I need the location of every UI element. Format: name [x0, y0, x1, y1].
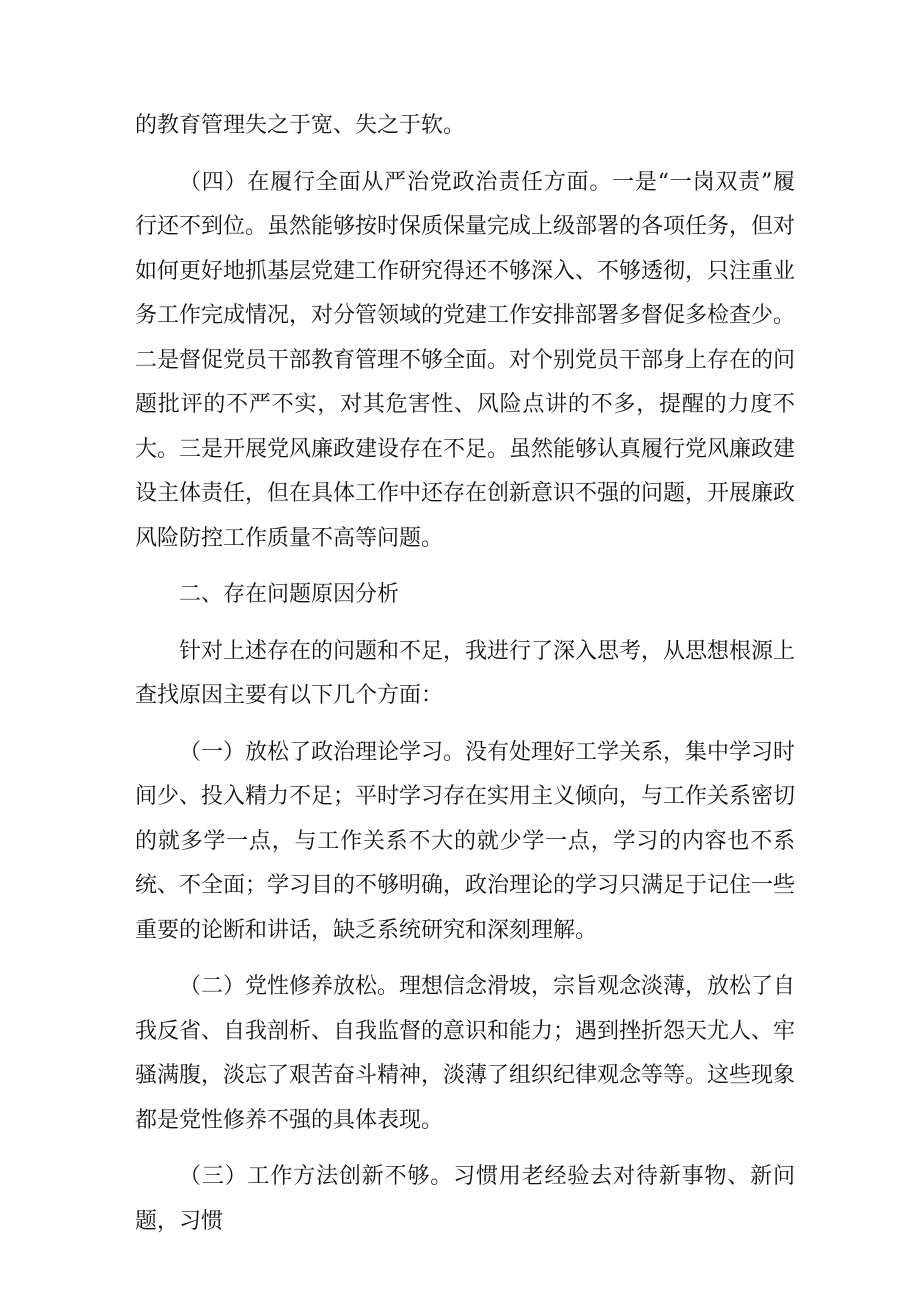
- paragraph-continuation: 的教育管理失之于宽、失之于软。: [135, 113, 466, 138]
- paragraph-cause-three: （三）工作方法创新不够。习惯用老经验去对待新事物、新问题，习惯: [135, 1164, 795, 1234]
- paragraph-cause-one: （一）放松了政治理论学习。没有处理好工学关系，集中学习时间少、投入精力不足；平时学习存在实用主义倾向，与工作关系密切的就多学一点，与工作关系不大的就少学一点，学习的内容也不系统、不全面；学习目的不够明确，政治理论的学习只满足于记住一些重要的论断和讲话，缺乏系统研究和深刻理解。: [135, 739, 796, 943]
- document-body: [135, 104, 795, 1256]
- paragraph-cause-two: （二）党性修养放松。理想信念滑坡，宗旨观念淡薄，放松了自我反省、自我剖析、自我监督的意识和能力；遇到挫折怨天尤人、牢骚满腹，淡忘了艰苦奋斗精神，淡薄了组织纪律观念等等。这些现象都是党性修养不强的具体表现。: [135, 974, 796, 1133]
- section-heading-cause-analysis: 二、存在问题原因分析: [179, 582, 400, 607]
- paragraph-intro: 针对上述存在的问题和不足，我进行了深入思考，从思想根源上查找原因主要有以下几个方面：: [135, 638, 796, 708]
- paragraph-section-four: （四）在履行全面从严治党政治责任方面。一是“一岗双责”履行还不到位。虽然能够按时保质保量完成上级部署的各项任务，但对如何更好地抓基层党建工作研究得还不够深入、不够透彻，只注重业务工作完成情况，对分管领域的党建工作安排部署多督促多检查少。二是督促党员干部教育管理不够全面。对个别党员干部身上存在的问题批评的不严不实，对其危害性、风险点讲的不多，提醒的力度不大。三是开展党风廉政建设存在不足。虽然能够认真履行党风廉政建设主体责任，但在具体工作中还存在创新意识不强的问题，开展廉政风险防控工作质量不高等问题。: [135, 169, 796, 551]
